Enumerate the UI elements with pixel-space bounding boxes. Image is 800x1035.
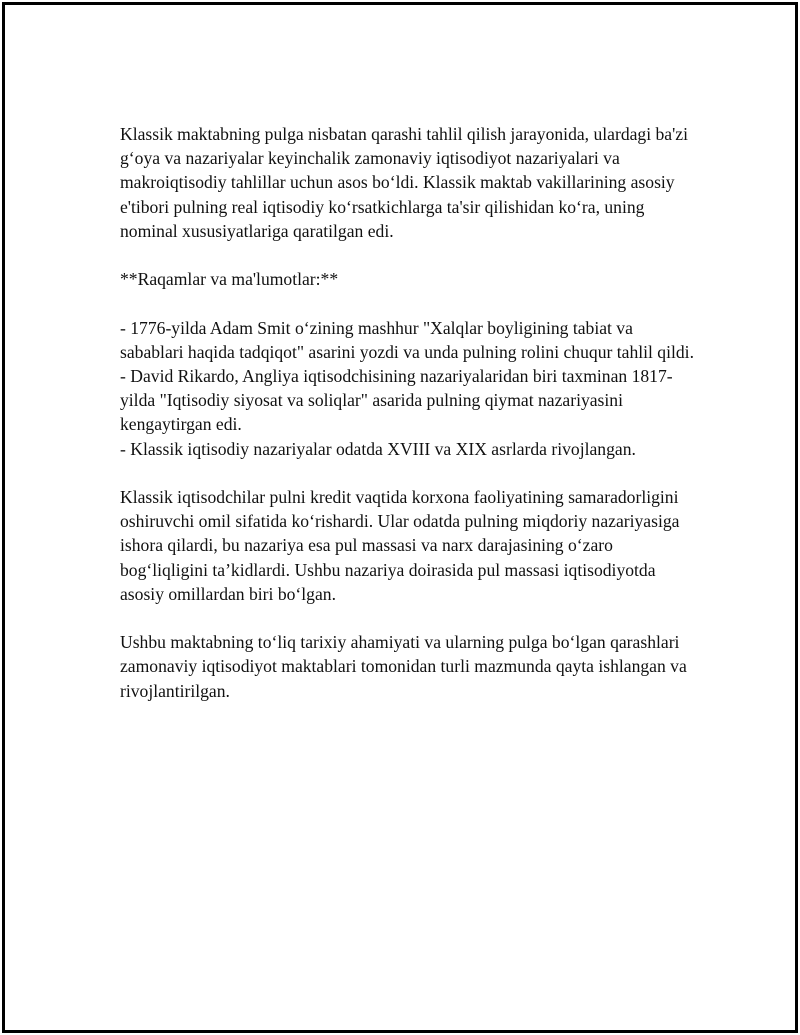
spacer (120, 243, 695, 267)
fact-item-1: - 1776-yilda Adam Smit o‘zining mashhur "Xalqlar boyligining tabiat va sabablari haqida tadqiqot" asarini yozdi va unda pulning rolini chuqur tahlil qildi. (120, 317, 694, 362)
section-heading: **Raqamlar va ma'lumotlar:** (120, 269, 339, 290)
spacer (120, 606, 695, 630)
document-body (120, 122, 695, 703)
fact-item-3: - Klassik iqtisodiy nazariyalar odatda XVIII va XIX asrlarda rivojlangan. (120, 438, 636, 459)
body-paragraph-3: Ushbu maktabning to‘liq tarixiy ahamiyati va ularning pulga bo‘lgan qarashlari zamonaviy iqtisodiyot maktablari tomonidan turli mazmunda qayta ishlangan va rivojlantirilgan. (120, 632, 687, 701)
body-paragraph-2: Klassik iqtisodchilar pulni kredit vaqtida korxona faoliyatining samaradorligini oshiruvchi omil sifatida ko‘rishardi. Ular odatda pulning miqdoriy nazariyasiga ishora qilardi, bu nazariya esa pul massasi va narx darajasining o‘zaro bog‘liqligini ta’kidlardi. Ushbu nazariya doirasida pul massasi iqtisodiyotda asosiy omillardan biri bo‘lgan. (120, 487, 680, 604)
fact-item-2: - David Rikardo, Angliya iqtisodchisining nazariyalaridan biri taxminan 1817-yilda "Iqtisodiy siyosat va soliqlar" asarida pulning qiymat nazariyasini kengaytirgan edi. (120, 366, 673, 435)
spacer (120, 461, 695, 485)
spacer (120, 291, 695, 315)
page-frame (2, 2, 798, 1033)
intro-paragraph: Klassik maktabning pulga nisbatan qarashi tahlil qilish jarayonida, ulardagi ba'zi g‘oya va nazariyalar keyinchalik zamonaviy iqtisodiyot nazariyalari va makroiqtisodiy tahlillar uchun asos bo‘ldi. Klassik maktab vakillarining asosiy e'tibori pulning real iqtisodiy ko‘rsatkichlarga ta'sir qilishidan ko‘ra, uning nominal xususiyatlariga qaratilgan edi. (120, 124, 688, 241)
